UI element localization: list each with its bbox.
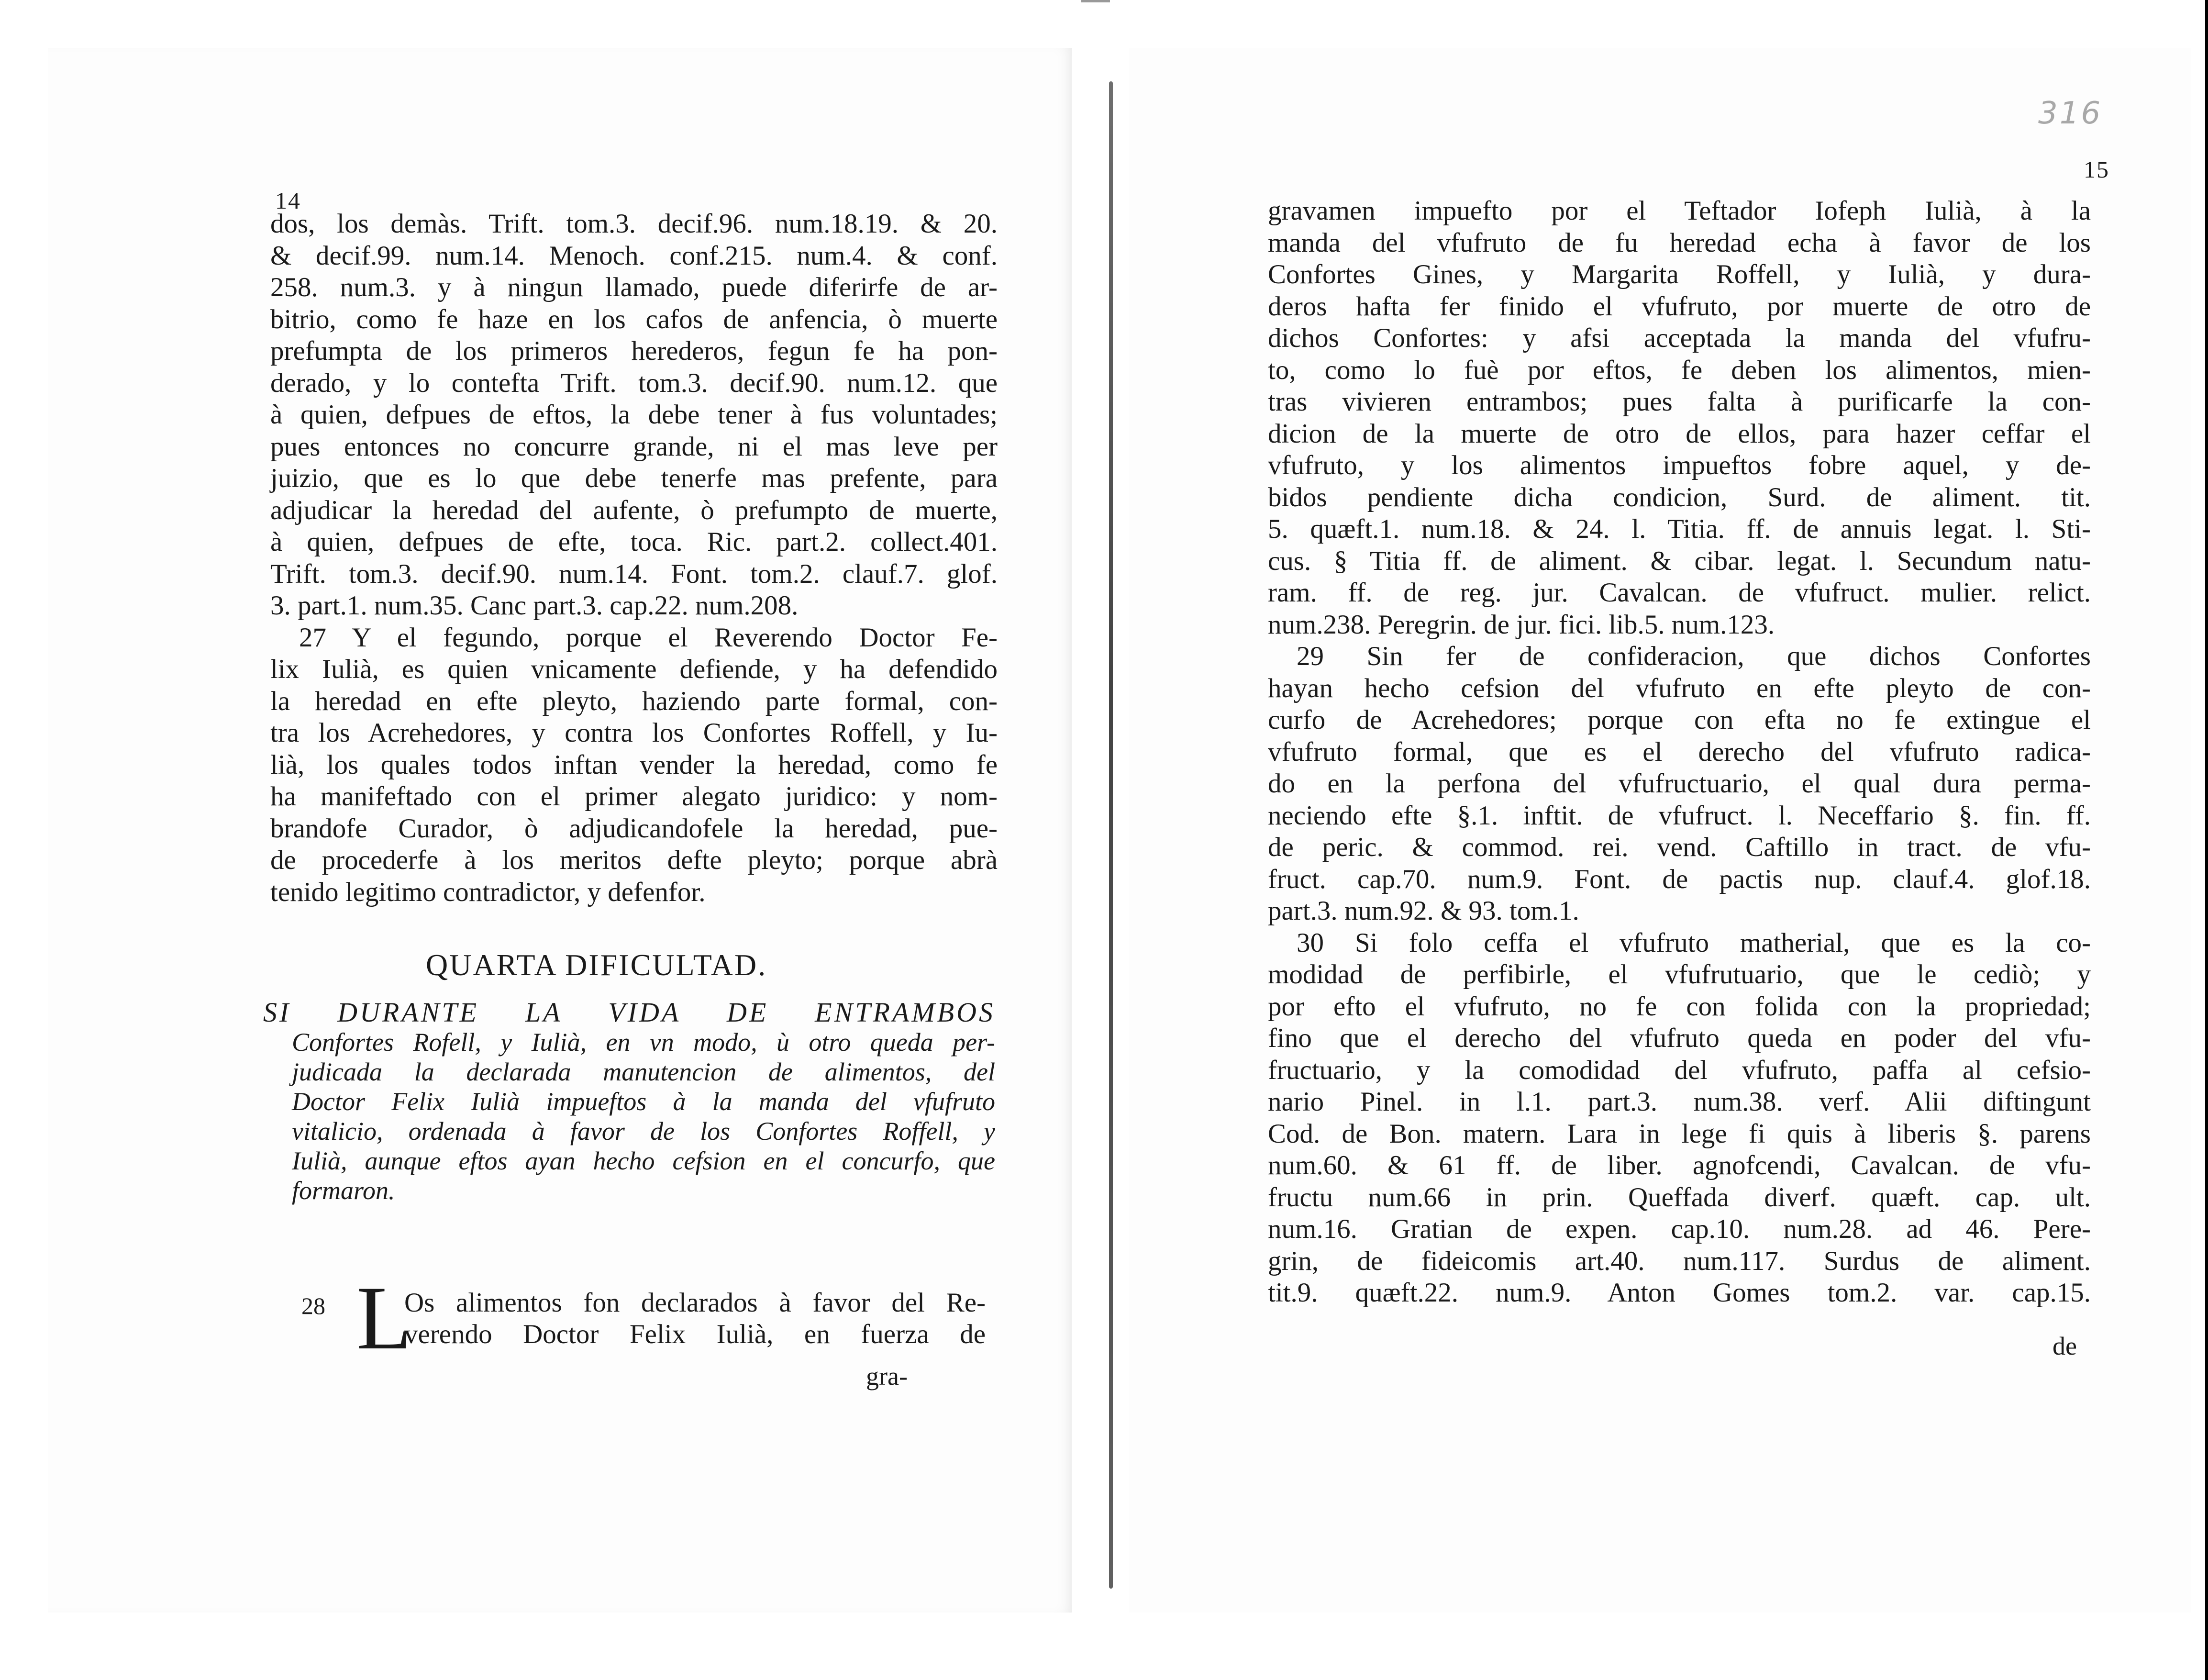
text-line: bitrio, como fe haze en los cafos de anfencia, ò muerte [270, 304, 998, 334]
text-line: & decif.99. num.14. Menoch. conf.215. num.4. & conf. [270, 240, 998, 271]
text-line: derado, y lo contefta Trift. tom.3. decif.90. num.12. que [270, 367, 998, 398]
catchword-right: de [2053, 1332, 2077, 1360]
text-line: curfo de Acrehedores; porque con efta no fe extingue el [1268, 705, 2091, 735]
text-line: verendo Doctor Felix Iulià, en fuerza de [404, 1319, 986, 1349]
text-line: tit.9. quæft.22. num.9. Anton Gomes tom.2. var. cap.15. [1268, 1278, 2091, 1308]
right-body-text [1268, 195, 2091, 1309]
text-line: Trift. tom.3. decif.90. num.14. Font. tom.2. clauf.7. glof. [270, 558, 998, 589]
text-line: 29 Sin fer de confideracion, que dichos Confortes [1297, 641, 2091, 671]
text-line: 258. num.3. y à ningun llamado, puede diferirfe de ar- [270, 272, 998, 302]
text-line: ha manifeftado con el primer alegato juridico: y nom- [270, 781, 998, 812]
text-line: pues entonces no concurre grande, ni el mas leve per [270, 431, 998, 462]
text-line: lià, los quales todos inftan vender la heredad, como fe [270, 749, 998, 780]
text-line: ram. ff. de reg. jur. Cavalcan. de vfufruct. mulier. relict. [1268, 578, 2091, 608]
section-heading: QUARTA DIFICULTAD. [426, 948, 767, 982]
right-page [1129, 48, 2191, 1613]
text-line: lix Iulià, es quien vnicamente defiende, y ha defendido [270, 654, 998, 684]
text-line: brandofe Curador, ò adjudicandofele la heredad, pue- [270, 813, 998, 844]
text-line: de peric. & commod. rei. vend. Caftillo in tract. de vfu- [1268, 832, 2091, 862]
text-line: to, como lo fuè por eftos, fe deben los alimentos, mien- [1268, 355, 2091, 385]
text-line: vfufruto, y los alimentos impueftos fobre aquel, y de- [1268, 450, 2091, 480]
text-line: bidos pendiente dicha condicion, Surd. de aliment. tit. [1268, 482, 2091, 512]
text-line: juizio, que es lo que debe tenerfe mas prefente, para [270, 463, 998, 493]
text-line: la heredad en efte pleyto, haziendo parte formal, con- [270, 686, 998, 716]
text-line: Os alimentos fon declarados à favor del Re- [404, 1288, 986, 1318]
summary-line: vitalicio, ordenada à favor de los Confortes Roffell, y [292, 1117, 995, 1146]
text-line: por efto el vfufruto, no fe con folida con la propriedad; [1268, 991, 2091, 1022]
text-line: fruct. cap.70. num.9. Font. de pactis nup. clauf.4. glof.18. [1268, 864, 2091, 894]
summary-line: judicada la declarada manutencion de alimentos, del [292, 1057, 995, 1086]
text-line: dos, los demàs. Trift. tom.3. decif.96. num.18.19. & 20. [270, 209, 998, 239]
text-line: nario Pinel. in l.1. part.3. num.38. verf. Alii diftingunt [1268, 1087, 2091, 1117]
text-line: hayan hecho cefsion del vfufruto en efte pleyto de con- [1268, 673, 2091, 703]
text-line: dicion de la muerte de otro de ellos, para hazer ceffar el [1268, 418, 2091, 449]
text-line: vfufruto formal, que es el derecho del vfufruto radica- [1268, 736, 2091, 767]
text-line: de procederfe à los meritos defte pleyto; porque abrà [270, 845, 998, 875]
text-line: fino que el derecho del vfufruto queda en poder del vfu- [1268, 1023, 2091, 1053]
scan-mark [1081, 0, 1110, 2]
text-line: num.60. & 61 ff. de liber. agnofcendi, Cavalcan. de vfu- [1268, 1150, 2091, 1180]
summary-line: SI DURANTE LA VIDA DE ENTRAMBOS [263, 997, 995, 1028]
text-line: deros hafta fer finido el vfufruto, por muerte de otro de [1268, 291, 2091, 322]
section-text [404, 1287, 986, 1350]
page-number-left: 14 [275, 187, 301, 214]
text-line: fructuario, y la comodidad del vfufruto, paffa al cefsio- [1268, 1055, 2091, 1085]
text-line: 30 Si folo ceffa el vfufruto matherial, que es la co- [1297, 927, 2091, 958]
left-body-text [270, 208, 998, 908]
text-line: à quien, defpues de eftos, la debe tener à fus voluntades; [270, 400, 998, 430]
left-page [48, 48, 1072, 1613]
text-line: Confortes Gines, y Margarita Roffell, y Iulià, y dura- [1268, 259, 2091, 289]
text-line: fructu num.66 in prin. Queffada diverf. quæft. cap. ult. [1268, 1182, 2091, 1213]
scan-edge [2205, 0, 2208, 1680]
text-line: grin, de fideicomis art.40. num.117. Surdus de aliment. [1268, 1246, 2091, 1276]
text-line: tra los Acrehedores, y contra los Confortes Roffell, y Iu- [270, 718, 998, 748]
text-line: cus. § Titia ff. de aliment. & cibar. legat. l. Secundum natu- [1268, 545, 2091, 576]
section-summary [263, 998, 995, 1205]
text-line: num.16. Gratian de expen. cap.10. num.28. ad 46. Pere- [1268, 1214, 2091, 1244]
text-line: dichos Confortes: y afsi acceptada la manda del vfufru- [1268, 323, 2091, 353]
text-line: adjudicar la heredad del aufente, ò prefumpto de muerte, [270, 495, 998, 525]
text-line: neciendo efte §.1. inftit. de vfufruct. l. Neceffario §. fin. ff. [1268, 800, 2091, 831]
drop-capital: L [356, 1268, 412, 1368]
page-gutter [1109, 81, 1113, 1589]
text-line: 3. part.1. num.35. Canc part.3. cap.22. num.208. [270, 590, 799, 621]
page-number-right: 15 [2084, 156, 2109, 183]
summary-line: formaron. [292, 1176, 395, 1205]
summary-line: Doctor Felix Iulià impueftos à la manda del vfufruto [292, 1087, 995, 1116]
catchword-left: gra- [866, 1362, 908, 1391]
text-line: à quien, defpues de efte, toca. Ric. part.2. collect.401. [270, 527, 998, 557]
summary-line: Iulià, aunque eftos ayan hecho cefsion en el concurfo, que [292, 1146, 995, 1175]
text-line: part.3. num.92. & 93. tom.1. [1268, 896, 1579, 926]
text-line: manda del vfufruto de fu heredad echa à favor de los [1268, 227, 2091, 258]
text-line: 5. quæft.1. num.18. & 24. l. Titia. ff. de annuis legat. l. Sti- [1268, 514, 2091, 544]
text-line: gravamen impuefto por el Teftador Iofeph Iulià, à la [1268, 196, 2091, 226]
section-number: 28 [301, 1292, 325, 1319]
text-line: modidad de perfibirle, el vfufrutuario, que le cediò; y [1268, 959, 2091, 990]
text-line: Cod. de Bon. matern. Lara in lege fi quis à liberis §. parens [1268, 1118, 2091, 1149]
handwritten-folio-number: 316 [2038, 96, 2103, 131]
text-line: 27 Y el fegundo, porque el Reverendo Doctor Fe- [299, 622, 998, 653]
text-line: num.238. Peregrin. de jur. fici. lib.5. num.123. [1268, 609, 1775, 640]
text-line: prefumpta de los primeros herederos, fegun fe ha pon- [270, 336, 998, 366]
text-line: do en la perfona del vfufructuario, el qual dura perma- [1268, 768, 2091, 799]
text-line: tenido legitimo contradictor, y defenfor. [270, 877, 706, 907]
text-line: tras vivieren entrambos; pues falta à purificarfe la con- [1268, 387, 2091, 417]
summary-line: Confortes Rofell, y Iulià, en vn modo, ù otro queda per- [292, 1028, 995, 1057]
